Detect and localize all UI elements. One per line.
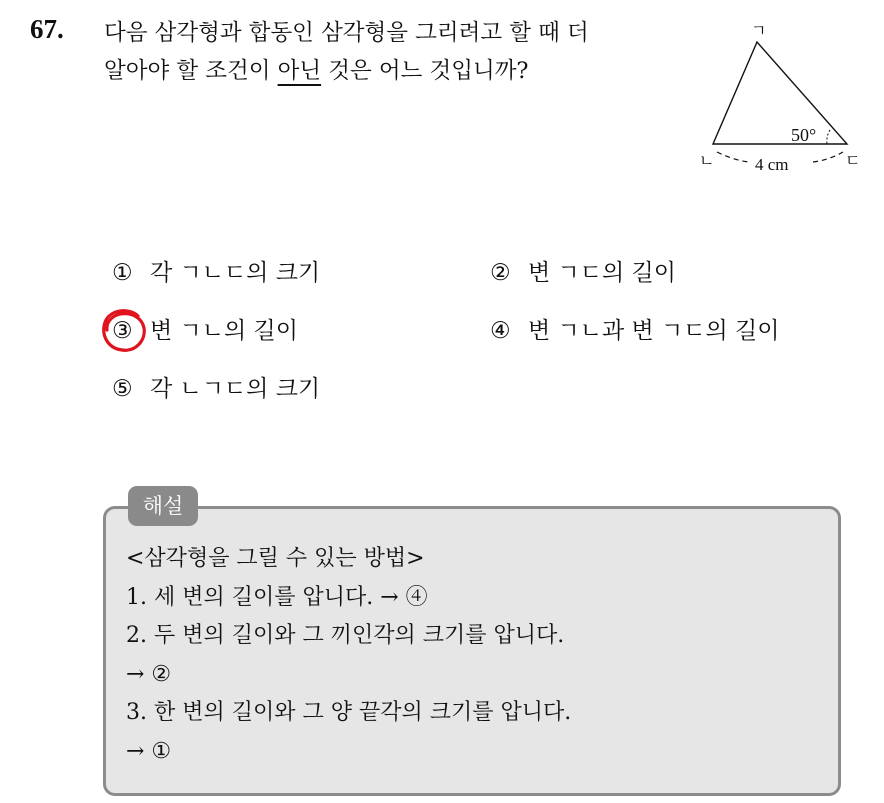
question-line-2-start: 알아야 할 조건이 (104, 58, 278, 84)
choice-text: 변 ㄱㄷ의 길이 (528, 260, 676, 286)
choice-text: 각 ㄴㄱㄷ의 크기 (150, 376, 321, 402)
solution-line: 2. 두 변의 길이와 그 끼인각의 크기를 압니다. (126, 623, 565, 648)
question-line-2 (104, 52, 684, 90)
triangle-shape (713, 42, 847, 144)
solution-line: 3. 한 변의 길이와 그 양 끝각의 크기를 압니다. (126, 700, 572, 725)
question-text (104, 14, 684, 90)
solution-line: → ② (126, 661, 172, 687)
solution-line: → ① (126, 738, 172, 764)
question-line-1: 다음 삼각형과 합동인 삼각형을 그리려고 할 때 더 (104, 20, 589, 46)
solution-line: 1. 세 변의 길이를 압니다. → ④ (126, 584, 428, 610)
choice-1[interactable] (112, 254, 320, 287)
choice-number: ④ (490, 318, 511, 344)
underlined-word: 아닌 (277, 58, 322, 84)
solution-line: <삼각형을 그릴 수 있는 방법> (126, 546, 425, 571)
angle-arc (827, 130, 830, 144)
vertex-left-label: ㄴ (699, 153, 715, 170)
choice-text: 각 ㄱㄴㄷ의 크기 (150, 260, 321, 286)
vertex-top-label: ㄱ (751, 23, 767, 40)
triangle-figure (695, 20, 865, 180)
side-label: 4 cm (755, 155, 789, 174)
choice-text: 변 ㄱㄴ의 길이 (150, 318, 298, 344)
choice-number: ② (490, 260, 511, 286)
angle-label: 50° (791, 125, 817, 145)
side-dimension-left (717, 152, 749, 162)
choice-number: ③ (112, 318, 133, 344)
question-number: 67. (30, 14, 64, 44)
choice-2[interactable] (490, 254, 676, 287)
choice-number: ① (112, 260, 133, 286)
answer-circle-mark (100, 306, 150, 354)
vertex-right-label: ㄷ (845, 153, 861, 170)
choice-text: 변 ㄱㄴ과 변 ㄱㄷ의 길이 (528, 318, 780, 344)
choice-4[interactable] (490, 312, 779, 345)
choice-5[interactable] (112, 370, 320, 403)
side-dimension-right (813, 152, 843, 162)
solution-badge: 해설 (128, 486, 198, 526)
solution-text (126, 540, 826, 771)
choice-number: ⑤ (112, 376, 133, 402)
question-line-2-end: 것은 어느 것입니까? (321, 58, 529, 84)
